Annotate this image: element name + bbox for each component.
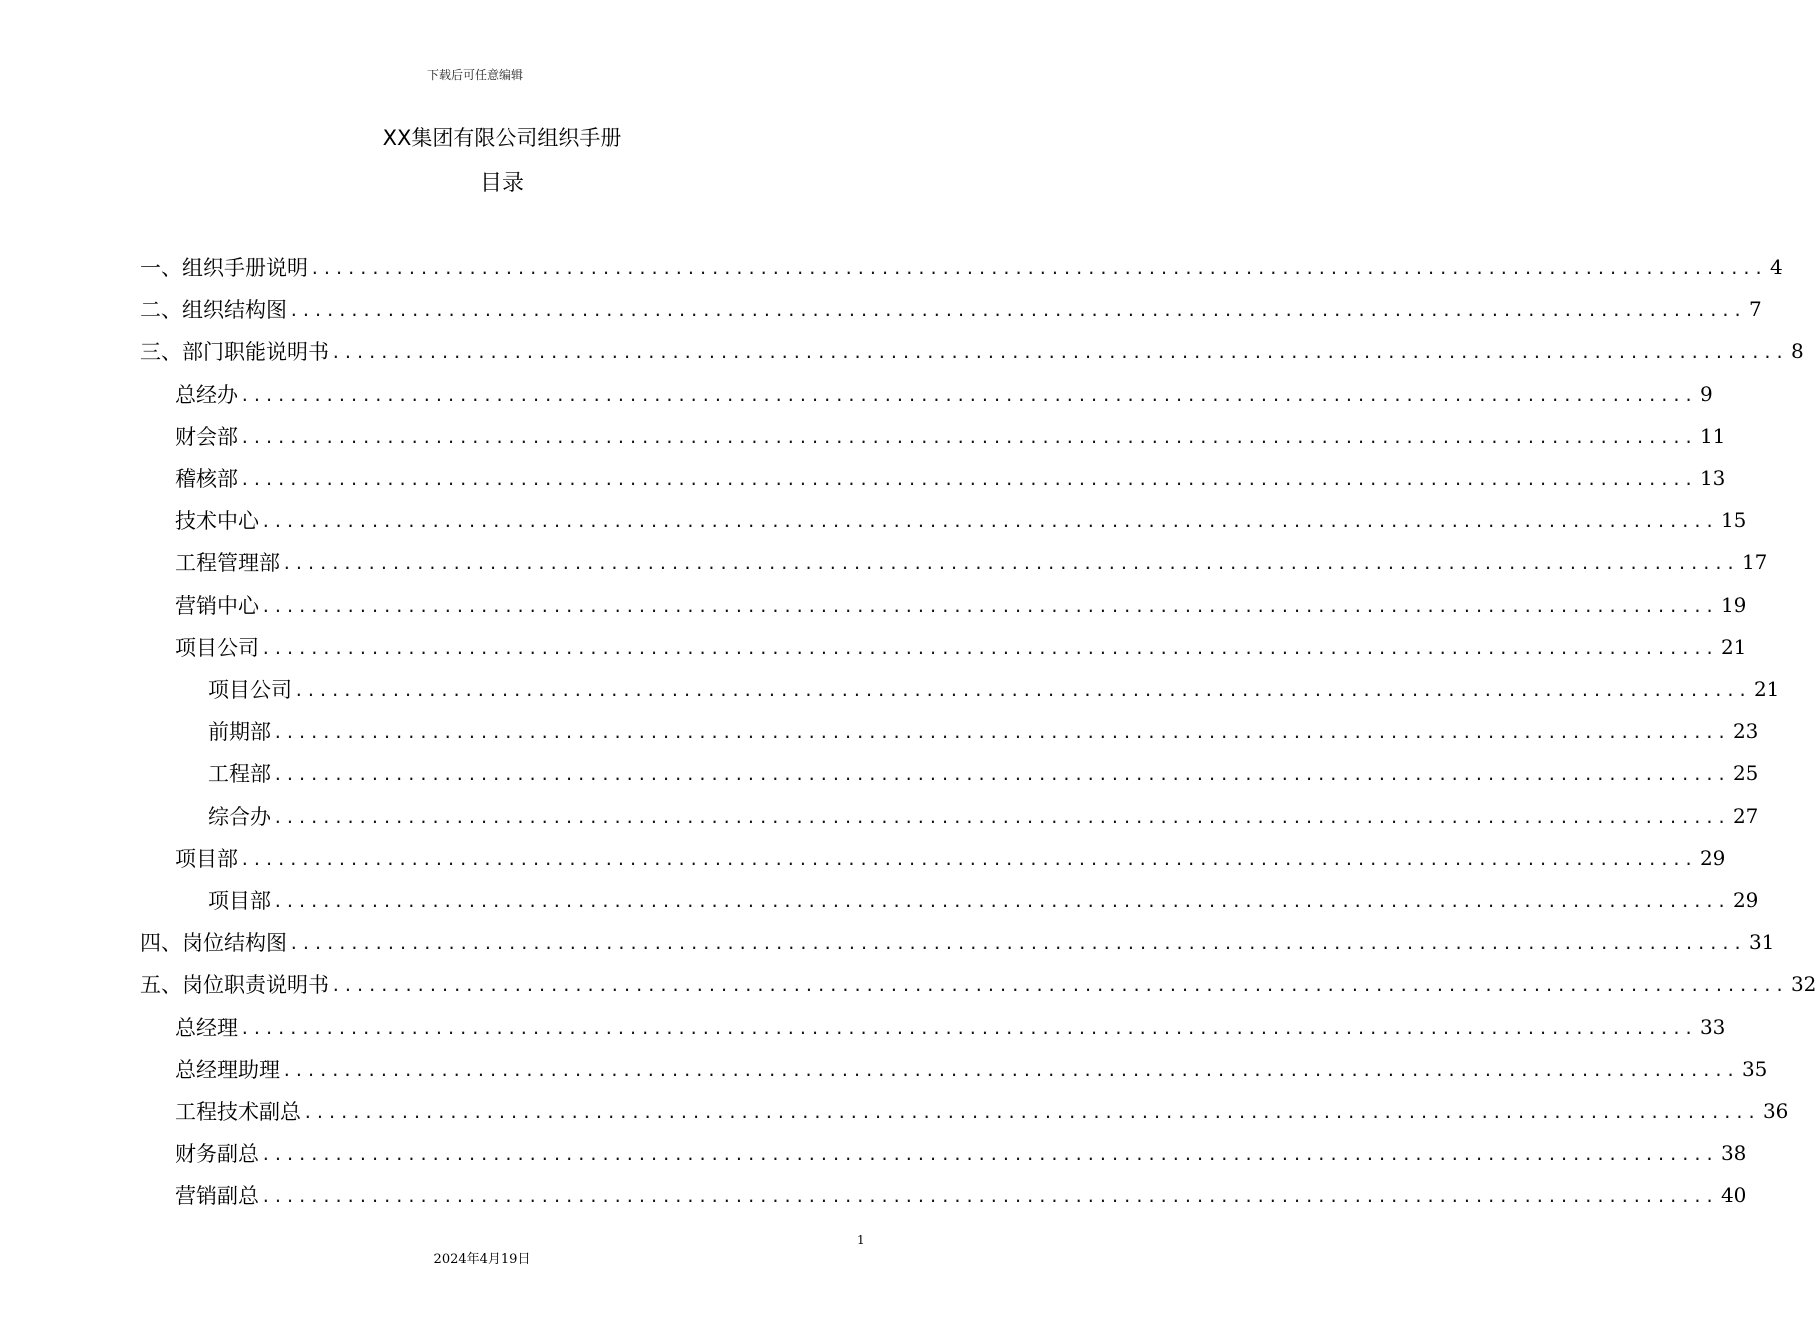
toc-entry-page: 31 bbox=[1748, 930, 1775, 955]
toc-entry-number: 二、 bbox=[140, 298, 182, 323]
toc-dot-leader: ........................................................................................................................ bbox=[261, 1145, 1717, 1165]
toc-entry-page: 19 bbox=[1720, 592, 1747, 617]
page-number: 1 bbox=[857, 1233, 865, 1247]
toc-entry[interactable] bbox=[175, 1052, 1768, 1086]
toc-dot-leader: ........................................................................................................................ bbox=[331, 976, 1787, 996]
toc-entry-label: 技术中心 bbox=[175, 509, 259, 534]
toc-entry-page: 4 bbox=[1769, 255, 1783, 279]
toc-entry-label: 组织手册说明 bbox=[182, 256, 308, 280]
toc-entry-page: 8 bbox=[1790, 339, 1804, 364]
toc-dot-leader: ........................................................................................................................ bbox=[282, 554, 1738, 574]
toc-entry-label: 工程管理部 bbox=[175, 551, 280, 576]
toc-dot-leader: ........................................................................................................................ bbox=[261, 638, 1717, 658]
toc-entry-number: 五、 bbox=[140, 973, 182, 998]
toc-entry-label: 总经办 bbox=[175, 382, 238, 407]
toc-entry-page: 17 bbox=[1741, 550, 1768, 575]
toc-entry[interactable] bbox=[175, 377, 1713, 411]
toc-entry-label: 组织结构图 bbox=[182, 298, 287, 323]
toc-entry-page: 38 bbox=[1720, 1141, 1747, 1166]
toc-dot-leader: ........................................................................................................................ bbox=[273, 807, 1729, 827]
toc-entry-label: 项目公司 bbox=[175, 635, 259, 660]
toc-entry-label: 总经理助理 bbox=[175, 1057, 280, 1082]
toc-dot-leader: ........................................................................................................................ bbox=[240, 427, 1696, 447]
toc-entry-page: 32 bbox=[1790, 972, 1816, 997]
toc-entry[interactable] bbox=[175, 630, 1747, 664]
toc-entry[interactable] bbox=[175, 461, 1726, 495]
toc-dot-leader: ........................................................................................................................ bbox=[331, 343, 1787, 363]
toc-dot-leader: ........................................................................................................................ bbox=[240, 1018, 1696, 1038]
toc-dot-leader: ........................................................................................................................ bbox=[289, 301, 1745, 321]
toc-entry-label: 岗位结构图 bbox=[182, 931, 287, 956]
toc-entry[interactable] bbox=[208, 799, 1759, 833]
toc-entry-label: 财务副总 bbox=[175, 1142, 259, 1167]
toc-entry-page: 23 bbox=[1732, 719, 1759, 744]
toc-entry[interactable] bbox=[140, 250, 1783, 284]
toc-entry[interactable] bbox=[140, 334, 1804, 368]
toc-entry-page: 25 bbox=[1732, 761, 1759, 786]
toc-entry-label: 前期部 bbox=[208, 720, 271, 745]
toc-entry-number: 三、 bbox=[140, 340, 182, 365]
toc-dot-leader: ........................................................................................................................ bbox=[240, 849, 1696, 869]
toc-entry-page: 27 bbox=[1732, 803, 1759, 828]
toc-dot-leader: ........................................................................................................................ bbox=[240, 470, 1696, 489]
toc-entry-page: 7 bbox=[1748, 297, 1762, 322]
toc-entry-label: 总经理 bbox=[175, 1015, 238, 1040]
toc-entry[interactable] bbox=[175, 1136, 1747, 1170]
toc-entry-page: 15 bbox=[1720, 508, 1747, 533]
toc-entry-label: 项目公司 bbox=[208, 678, 292, 702]
toc-entry-page: 29 bbox=[1732, 888, 1759, 912]
toc-entry-label: 财会部 bbox=[175, 424, 238, 449]
toc-dot-leader: ........................................................................................................................ bbox=[261, 596, 1717, 616]
toc-entry[interactable] bbox=[208, 756, 1759, 790]
toc-entry-number: 四、 bbox=[140, 931, 182, 956]
toc-entry[interactable] bbox=[140, 292, 1762, 326]
toc-entry[interactable] bbox=[175, 1094, 1789, 1128]
toc-entry-label: 稽核部 bbox=[175, 467, 238, 491]
header-note: 下载后可任意编辑 bbox=[426, 68, 523, 82]
toc-entry-page: 21 bbox=[1720, 634, 1747, 659]
toc-dot-leader: ........................................................................................................................ bbox=[273, 892, 1729, 911]
toc-entry-page: 9 bbox=[1699, 381, 1713, 406]
toc-dot-leader: ........................................................................................................................ bbox=[282, 1060, 1738, 1080]
toc-dot-leader: ........................................................................................................................ bbox=[261, 1187, 1717, 1207]
document-title: XX集团有限公司组织手册 bbox=[382, 126, 622, 150]
toc-entry-label: 营销中心 bbox=[175, 593, 259, 618]
toc-entry-page: 35 bbox=[1741, 1056, 1768, 1081]
toc-entry-label: 综合办 bbox=[208, 804, 271, 829]
toc-dot-leader: ........................................................................................................................ bbox=[240, 385, 1696, 405]
toc-heading: 目录 bbox=[479, 171, 524, 196]
toc-entry[interactable] bbox=[140, 967, 1816, 1001]
toc-dot-leader: ........................................................................................................................ bbox=[303, 1103, 1759, 1122]
toc-entry-label: 工程技术副总 bbox=[175, 1100, 301, 1124]
toc-dot-leader: ........................................................................................................................ bbox=[289, 934, 1745, 954]
toc-entry-page: 21 bbox=[1753, 677, 1780, 701]
toc-entry-number: 一、 bbox=[140, 256, 182, 280]
toc-entry-page: 11 bbox=[1699, 423, 1726, 448]
toc-entry[interactable] bbox=[175, 1010, 1726, 1044]
toc-dot-leader: ........................................................................................................................ bbox=[294, 681, 1750, 700]
toc-entry-page: 29 bbox=[1699, 845, 1726, 870]
toc-entry-label: 项目部 bbox=[175, 846, 238, 871]
toc-entry-label: 岗位职责说明书 bbox=[182, 973, 329, 998]
toc-entry[interactable] bbox=[175, 588, 1747, 622]
toc-entry-label: 工程部 bbox=[208, 762, 271, 787]
toc-entry[interactable] bbox=[175, 419, 1726, 453]
toc-entry[interactable] bbox=[208, 714, 1759, 748]
toc-dot-leader: ........................................................................................................................ bbox=[310, 259, 1766, 278]
toc-dot-leader: ........................................................................................................................ bbox=[273, 765, 1729, 785]
toc-entry[interactable] bbox=[175, 1178, 1747, 1212]
toc-entry-label: 部门职能说明书 bbox=[182, 340, 329, 365]
toc-entry-label: 营销副总 bbox=[175, 1184, 259, 1209]
toc-entry-page: 33 bbox=[1699, 1014, 1726, 1039]
toc-entry[interactable] bbox=[208, 672, 1780, 706]
toc-entry-page: 36 bbox=[1762, 1099, 1789, 1123]
toc-entry[interactable] bbox=[175, 503, 1747, 537]
toc-entry-page: 13 bbox=[1699, 466, 1726, 490]
toc-dot-leader: ........................................................................................................................ bbox=[273, 723, 1729, 743]
toc-entry[interactable] bbox=[208, 883, 1759, 917]
toc-entry-label: 项目部 bbox=[208, 889, 271, 913]
toc-entry[interactable] bbox=[175, 841, 1726, 875]
toc-dot-leader: ........................................................................................................................ bbox=[261, 512, 1717, 532]
footer-date: 2024年4月19日 bbox=[433, 1252, 531, 1267]
toc-entry-page: 40 bbox=[1720, 1183, 1747, 1208]
toc-entry[interactable] bbox=[175, 545, 1768, 579]
toc-entry[interactable] bbox=[140, 925, 1775, 959]
